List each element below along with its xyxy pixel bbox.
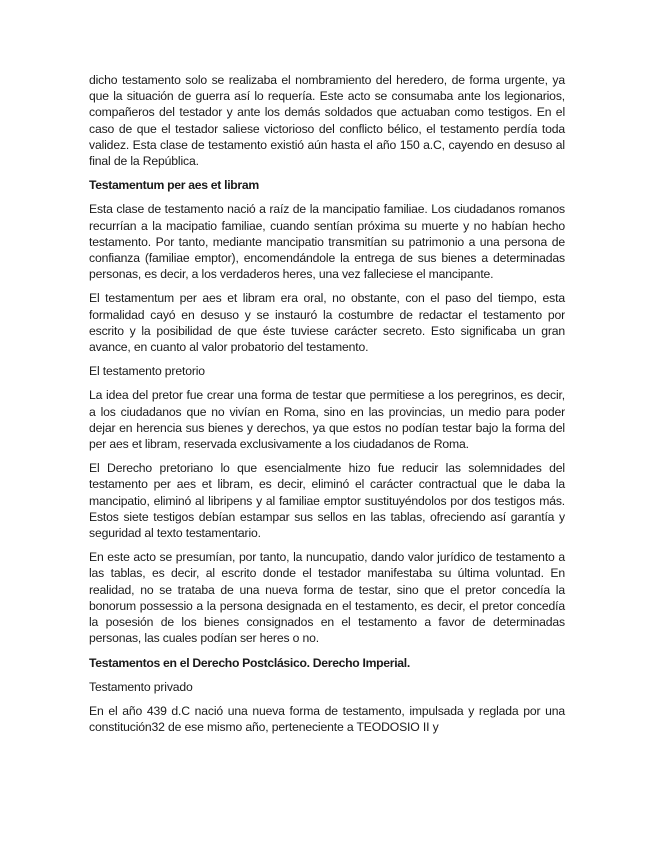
subsection-heading: Testamento privado bbox=[89, 679, 193, 694]
subsection-heading: El testamento pretorio bbox=[89, 364, 205, 379]
paragraph: En el año 439 d.C nació una nueva forma de testamento, impulsada y reglada por una constitución32 de ese mismo año, perteneciente a TEODOSIO II y bbox=[89, 703, 565, 735]
section-heading: Testamentos en el Derecho Postclásico. Derecho Imperial. bbox=[89, 655, 410, 670]
document-page bbox=[89, 72, 565, 743]
paragraph: El Derecho pretoriano lo que esencialmente hizo fue reducir las solemnidades del testamento per aes et libram, es decir, eliminó el carácter contractual que le daba la mancipatio, eliminó al libripens y al familiae emptor sustituyéndolos por dos testigos más. Estos siete testigos debían estampar sus sellos en las tablas, ofreciendo así garantía y seguridad al texto testamentario. bbox=[89, 461, 565, 541]
paragraph: El testamentum per aes et libram era oral, no obstante, con el paso del tiempo, esta formalidad cayó en desuso y se instauró la costumbre de redactar el testamento por escrito y la posibilidad de que éste tuviese carácter secreto. Esto significaba un gran avance, en cuanto al valor probatorio del testamento. bbox=[89, 291, 565, 355]
paragraph: Esta clase de testamento nació a raíz de la mancipatio familiae. Los ciudadanos romanos recurrían a la macipatio familiae, cuando sentían próxima su muerte y no habían hecho testamento. Por tanto, mediante mancipatio transmitían su patrimonio a una persona de confianza (familiae emptor), encomendándole la entrega de sus bienes a determinadas personas, es decir, a los verdaderos heres, una vez falleciese el mancipante. bbox=[89, 202, 565, 282]
paragraph: En este acto se presumían, por tanto, la nuncupatio, dando valor jurídico de testamento a las tablas, es decir, al escrito donde el testador manifestaba su última voluntad. En realidad, no se trataba de una nueva forma de testar, sino que el pretor concedía la bonorum possessio a la persona designada en el testamento, es decir, el pretor concedía la posesión de los bienes consignados en el testamento a favor de determinadas personas, las cuales podían ser heres o no. bbox=[89, 550, 565, 646]
paragraph: La idea del pretor fue crear una forma de testar que permitiese a los peregrinos, es decir, a los ciudadanos que no vivían en Roma, sino en las provincias, un medio para poder dejar en herencia sus bienes y derechos, ya que estos no podían testar bajo la forma del per aes et libram, reservada exclusivamente a los ciudadanos de Roma. bbox=[89, 388, 565, 452]
paragraph: dicho testamento solo se realizaba el nombramiento del heredero, de forma urgente, ya que la situación de guerra así lo requería. Este acto se consumaba ante los legionarios, compañeros del testador y ante los demás soldados que actuaban como testigos. En el caso de que el testador saliese victorioso del conflicto bélico, el testamento perdía toda validez. Esta clase de testamento existió aún hasta el año 150 a.C, cayendo en desuso al final de la República. bbox=[89, 73, 565, 169]
section-heading: Testamentum per aes et libram bbox=[89, 178, 259, 193]
